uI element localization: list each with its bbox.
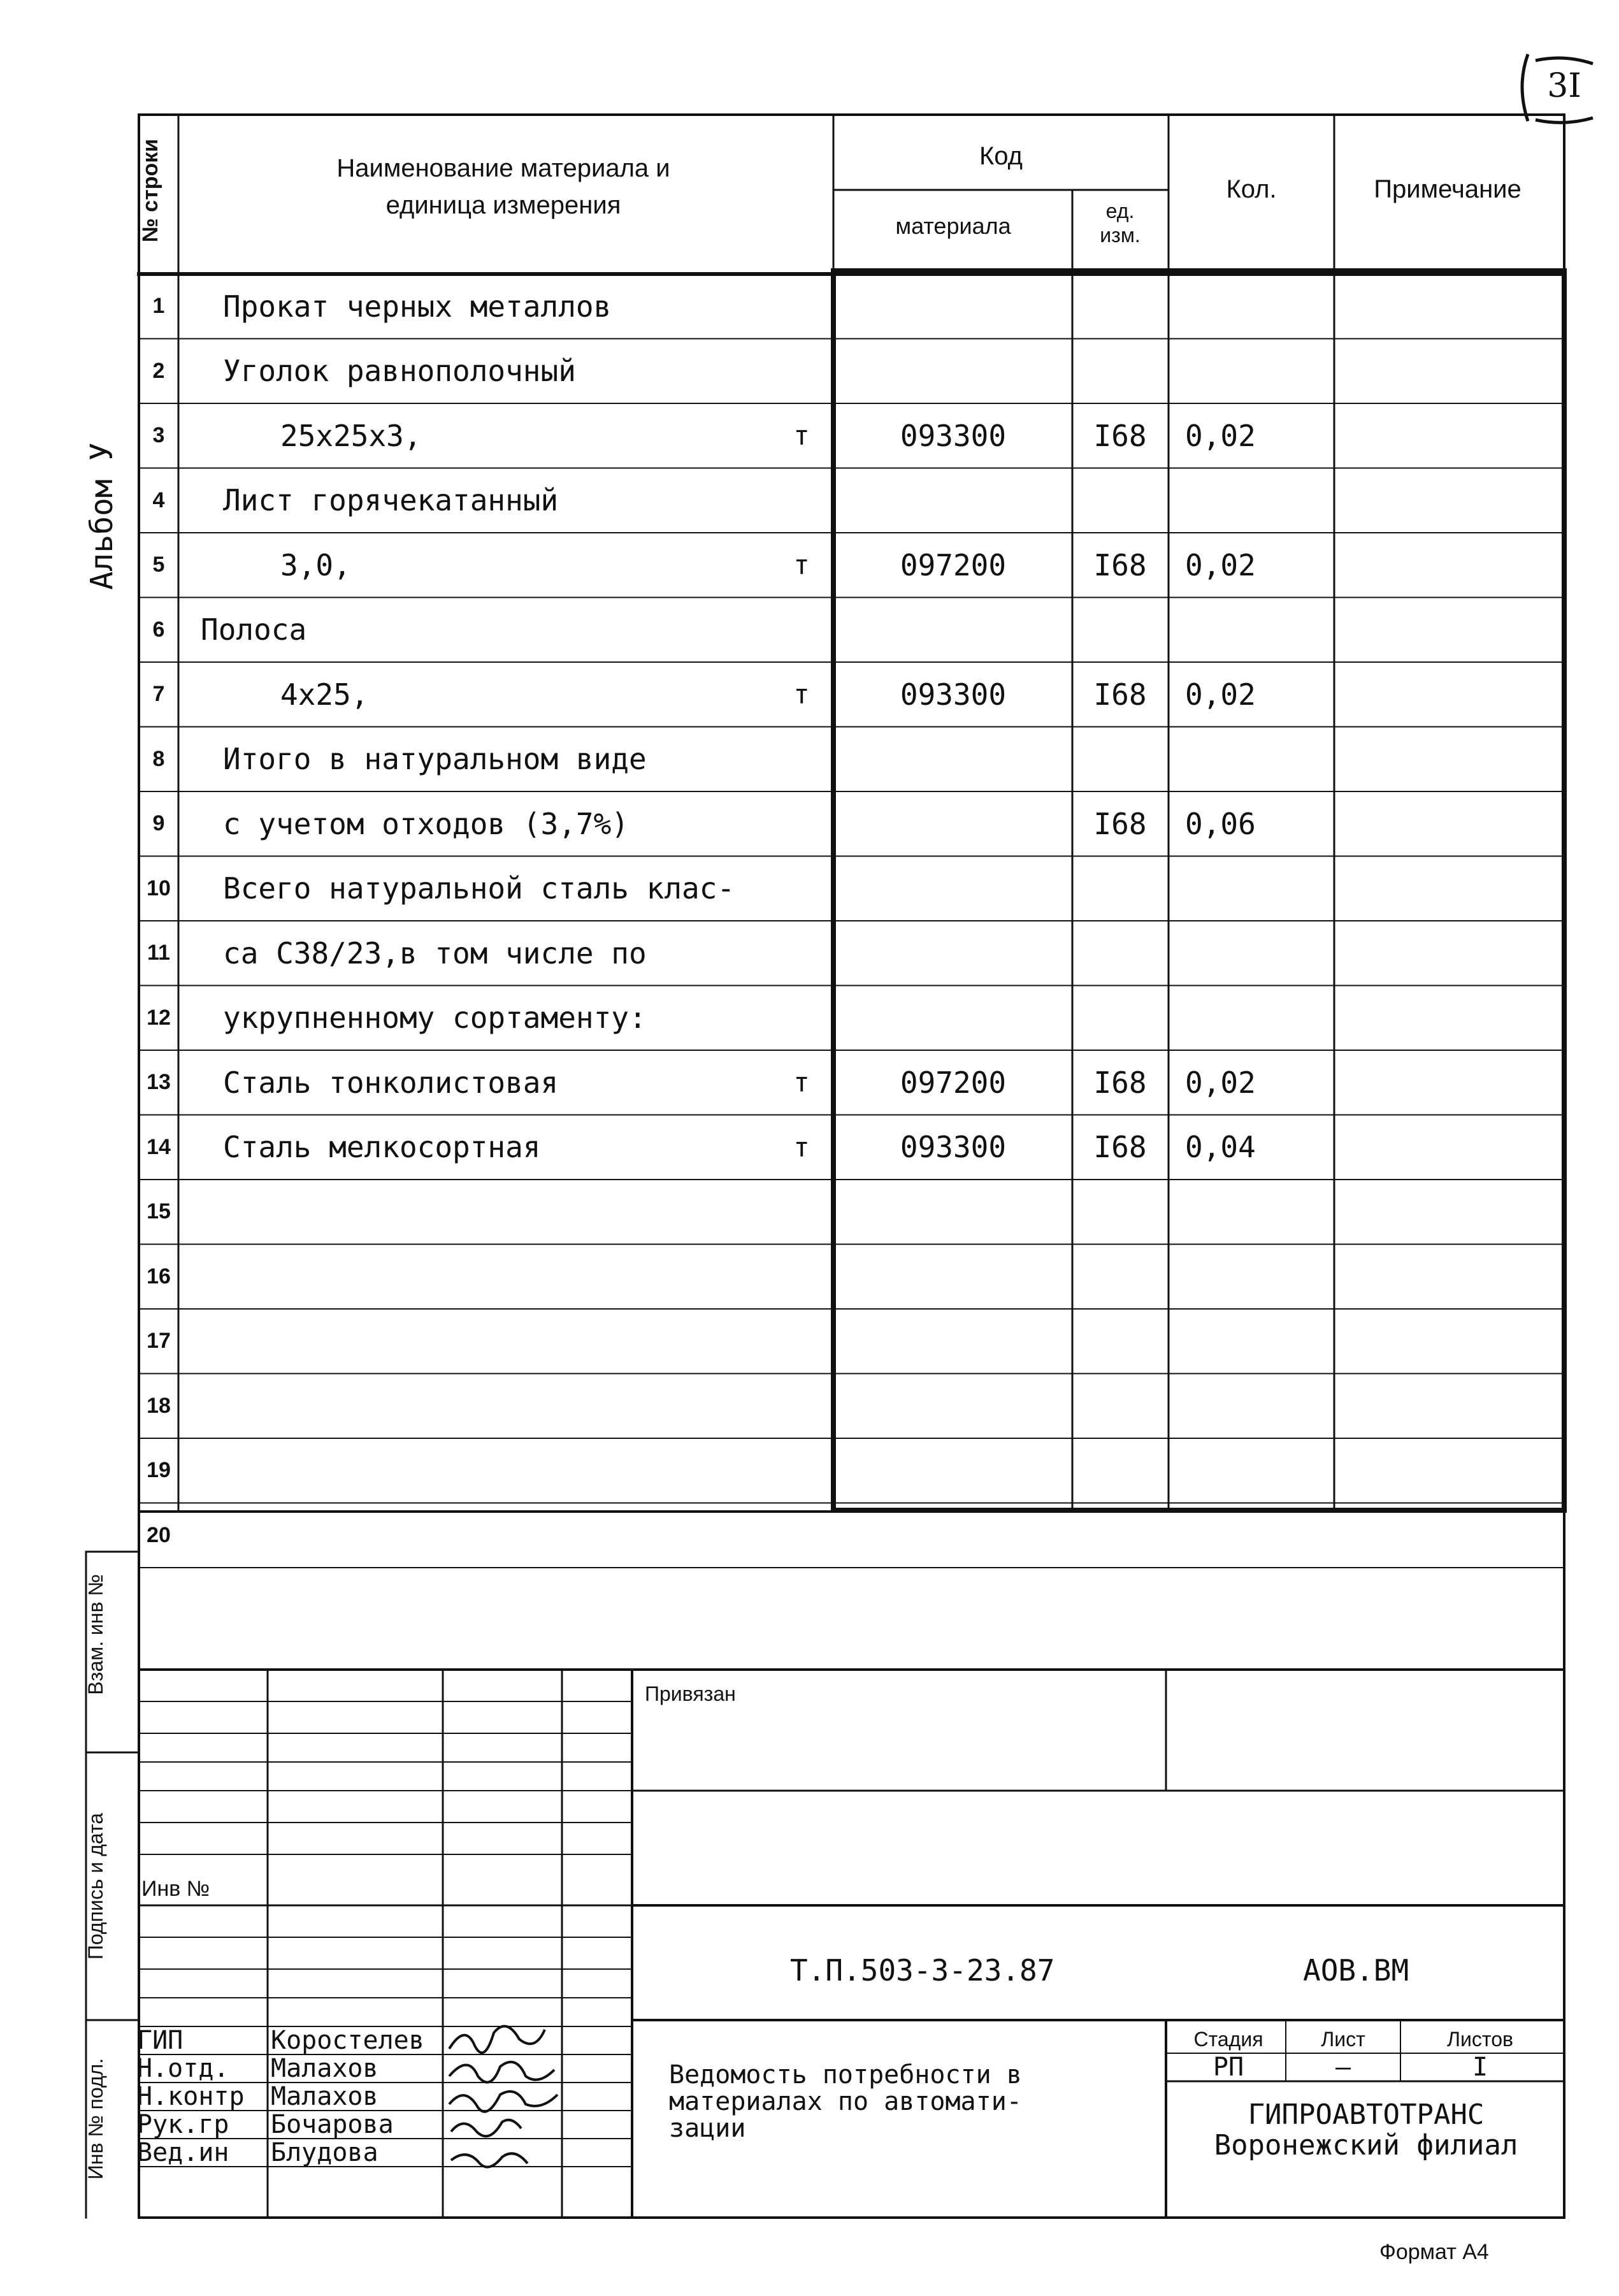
material-name: Всего натуральной сталь клас- xyxy=(223,871,735,906)
material-code xyxy=(835,1376,1072,1436)
organization-name xyxy=(1171,2100,1561,2161)
note xyxy=(1334,1182,1561,1242)
unit-code xyxy=(1073,277,1167,336)
material-name: укрупненному сортаменту: xyxy=(223,1000,647,1036)
unit-code xyxy=(1073,1376,1167,1436)
signer-name: Коростелев xyxy=(271,2026,424,2055)
unit-of-measure: т xyxy=(793,1067,810,1099)
quantity xyxy=(1185,988,1334,1048)
quantity xyxy=(1185,342,1334,401)
quantity: 0,02 xyxy=(1185,1065,1256,1100)
row-number: 10 xyxy=(147,876,171,900)
row-number: 7 xyxy=(152,682,165,707)
unit-code xyxy=(1073,1311,1167,1371)
side-label-inv-podl: Инв № подл. xyxy=(84,2058,107,2180)
row-number: 11 xyxy=(147,941,170,965)
material-name xyxy=(223,1311,796,1371)
material-name: Лист горячекатанный xyxy=(223,483,559,518)
note xyxy=(1334,730,1561,790)
unit-code: I68 xyxy=(1093,806,1147,841)
unit-code xyxy=(1073,859,1167,919)
quantity xyxy=(1185,859,1334,919)
header-name-line1: Наименование материала и xyxy=(336,154,670,182)
header-row-number: № строки xyxy=(138,138,162,243)
row-number: 13 xyxy=(147,1070,171,1095)
header-name xyxy=(178,150,828,224)
unit-code xyxy=(1073,471,1167,531)
signer-name: Малахов xyxy=(271,2082,378,2111)
material-code xyxy=(835,794,1072,854)
note xyxy=(1334,1311,1561,1371)
material-code: 093300 xyxy=(900,418,1007,453)
note xyxy=(1334,1118,1561,1178)
unit-code xyxy=(1073,1441,1167,1501)
quantity xyxy=(1185,923,1334,983)
row-number: 8 xyxy=(152,746,165,771)
material-code: 093300 xyxy=(900,1130,1007,1165)
material-code xyxy=(835,342,1072,401)
unit-code xyxy=(1073,600,1167,660)
material-code xyxy=(835,600,1072,660)
signer-name: Блудова xyxy=(271,2138,378,2167)
unit-of-measure xyxy=(782,471,821,531)
signer-name: Малахов xyxy=(271,2054,378,2083)
side-label-podpis-data: Подпись и дата xyxy=(84,1812,107,1960)
material-name: Сталь мелкосортная xyxy=(223,1130,541,1165)
material-code xyxy=(835,1506,1072,1566)
note xyxy=(1334,988,1561,1048)
unit-code: I68 xyxy=(1093,1065,1147,1100)
material-code xyxy=(835,1182,1072,1242)
material-name xyxy=(223,1376,796,1436)
material-code xyxy=(835,923,1072,983)
row-number: 9 xyxy=(152,811,165,836)
sheets-value: I xyxy=(1472,2053,1488,2082)
unit-of-measure xyxy=(782,923,821,983)
material-code: 097200 xyxy=(900,1065,1007,1100)
unit-code xyxy=(1073,1182,1167,1242)
row-number: 5 xyxy=(152,552,165,577)
material-name: 25х25х3, xyxy=(280,418,422,453)
signature-scribble xyxy=(449,2091,558,2112)
description-line-3: зации xyxy=(669,2114,746,2143)
row-number: 4 xyxy=(152,487,165,512)
note xyxy=(1334,406,1561,466)
header-note: Примечание xyxy=(1374,175,1522,203)
privyazan-label: Привязан xyxy=(645,1682,736,1705)
quantity: 0,02 xyxy=(1185,418,1256,453)
quantity xyxy=(1185,277,1334,336)
unit-code xyxy=(1073,730,1167,790)
material-code xyxy=(835,277,1072,336)
material-name: 4х25, xyxy=(280,677,369,712)
quantity xyxy=(1185,1441,1334,1501)
header-code-material: материала xyxy=(895,213,1011,239)
unit-code xyxy=(1073,1506,1167,1566)
unit-of-measure xyxy=(782,342,821,401)
material-code: 097200 xyxy=(900,547,1007,582)
sheet-label: Лист xyxy=(1321,2027,1365,2051)
quantity xyxy=(1185,1376,1334,1436)
album-label: Альбом У xyxy=(84,442,120,590)
material-name: Полоса xyxy=(201,612,307,647)
note xyxy=(1334,665,1561,725)
note xyxy=(1334,535,1561,595)
page-number: 3I xyxy=(1547,67,1581,105)
unit-of-measure xyxy=(782,1506,821,1566)
note xyxy=(1334,1376,1561,1436)
material-code xyxy=(835,1311,1072,1371)
signer-role: Рук.гр xyxy=(137,2110,229,2139)
row-number: 19 xyxy=(147,1458,171,1483)
organization-branch: Воронежский филиал xyxy=(1214,2129,1518,2162)
unit-of-measure xyxy=(782,600,821,660)
unit-of-measure: т xyxy=(793,679,810,711)
material-name: 3,0, xyxy=(280,547,351,582)
unit-of-measure xyxy=(782,277,821,336)
unit-code xyxy=(1073,342,1167,401)
material-name: Прокат черных металлов xyxy=(223,289,612,324)
document-mark: АОВ.ВМ xyxy=(1303,1953,1409,1988)
header-qty: Кол. xyxy=(1226,175,1277,203)
document-description xyxy=(669,2061,1022,2142)
material-code xyxy=(835,988,1072,1048)
row-number: 6 xyxy=(152,617,165,642)
quantity xyxy=(1185,1247,1334,1307)
unit-of-measure xyxy=(782,1311,821,1371)
unit-of-measure xyxy=(782,730,821,790)
unit-of-measure xyxy=(782,1182,821,1242)
quantity xyxy=(1185,1506,1334,1566)
material-code: 093300 xyxy=(900,677,1007,712)
signer-name: Бочарова xyxy=(271,2110,394,2139)
row-number: 20 xyxy=(147,1522,171,1547)
signature-scribble xyxy=(451,2153,528,2167)
material-name: Сталь тонколистовая xyxy=(223,1065,559,1100)
quantity: 0,06 xyxy=(1185,806,1256,841)
unit-of-measure xyxy=(782,1441,821,1501)
header-code-unit xyxy=(1073,199,1167,247)
material-name: са С38/23,в том числе по xyxy=(223,935,647,971)
side-label-vzam-inv: Взам. инв № xyxy=(84,1574,107,1695)
material-code xyxy=(835,859,1072,919)
header-code-unit-2: изм. xyxy=(1100,224,1140,247)
header-code: Код xyxy=(979,141,1023,170)
signer-role: Вед.ин xyxy=(137,2138,229,2167)
unit-of-measure xyxy=(782,988,821,1048)
signature-scribble xyxy=(449,2062,554,2083)
note xyxy=(1334,859,1561,919)
row-number: 18 xyxy=(147,1393,171,1418)
note xyxy=(1334,342,1561,401)
unit-code xyxy=(1073,923,1167,983)
material-name: Итого в натуральном виде xyxy=(223,742,647,777)
note xyxy=(1334,600,1561,660)
quantity: 0,02 xyxy=(1185,677,1256,712)
header-code-unit-1: ед. xyxy=(1105,199,1135,222)
row-number: 17 xyxy=(147,1329,171,1354)
quantity xyxy=(1185,1311,1334,1371)
note xyxy=(1334,1441,1561,1501)
unit-code: I68 xyxy=(1093,418,1147,453)
row-number: 15 xyxy=(147,1199,171,1224)
material-code xyxy=(835,1441,1072,1501)
unit-of-measure xyxy=(782,794,821,854)
note xyxy=(1334,794,1561,854)
row-number: 3 xyxy=(152,423,165,448)
note xyxy=(1334,923,1561,983)
signature-scribble xyxy=(449,2026,545,2053)
row-number: 1 xyxy=(152,294,165,319)
description-line-1: Ведомость потребности в xyxy=(669,2060,1022,2090)
unit-code xyxy=(1073,1247,1167,1307)
row-number: 14 xyxy=(147,1134,171,1159)
inv-no-label: Инв № xyxy=(141,1877,210,1901)
unit-of-measure xyxy=(782,859,821,919)
material-code xyxy=(835,1247,1072,1307)
material-code xyxy=(835,471,1072,531)
row-number: 2 xyxy=(152,358,165,383)
note xyxy=(1334,1247,1561,1307)
unit-of-measure xyxy=(782,1247,821,1307)
signer-role: Н.отд. xyxy=(137,2054,229,2083)
material-code xyxy=(835,730,1072,790)
unit-of-measure: т xyxy=(793,549,810,581)
material-name: с учетом отходов (3,7%) xyxy=(223,806,629,841)
sheets-label: Листов xyxy=(1447,2027,1513,2051)
unit-of-measure: т xyxy=(793,420,810,452)
quantity xyxy=(1185,730,1334,790)
signature-scribble xyxy=(451,2120,521,2137)
quantity xyxy=(1185,600,1334,660)
document-code: Т.П.503-3-23.87 xyxy=(790,1953,1055,1988)
organization-title: ГИПРОАВТОТРАНС xyxy=(1248,2098,1485,2131)
note xyxy=(1334,471,1561,531)
header-name-line2: единица измерения xyxy=(385,191,621,219)
stage-value: РП xyxy=(1212,2053,1244,2082)
signer-role: ГИП xyxy=(137,2026,183,2055)
quantity xyxy=(1185,1182,1334,1242)
unit-code xyxy=(1073,988,1167,1048)
unit-of-measure xyxy=(782,1376,821,1436)
unit-code: I68 xyxy=(1093,547,1147,582)
format-label: Формат А4 xyxy=(1379,2240,1489,2264)
note xyxy=(1334,1506,1561,1566)
material-name xyxy=(223,1247,796,1307)
unit-of-measure: т xyxy=(793,1131,810,1163)
quantity xyxy=(1185,471,1334,531)
quantity: 0,04 xyxy=(1185,1130,1256,1165)
material-name xyxy=(223,1506,796,1566)
note xyxy=(1334,277,1561,336)
unit-code: I68 xyxy=(1093,1130,1147,1165)
quantity: 0,02 xyxy=(1185,547,1256,582)
note xyxy=(1334,1053,1561,1113)
material-name: Уголок равнополочный xyxy=(223,354,576,389)
sheet-value: – xyxy=(1335,2053,1351,2082)
row-number: 12 xyxy=(147,1005,171,1030)
signer-role: Н.контр xyxy=(137,2082,245,2111)
stage-label: Стадия xyxy=(1193,2027,1263,2051)
description-line-2: материалах по автомати- xyxy=(669,2087,1022,2116)
unit-code: I68 xyxy=(1093,677,1147,712)
material-name xyxy=(223,1182,796,1242)
row-number: 16 xyxy=(147,1264,171,1289)
material-name xyxy=(223,1441,796,1501)
